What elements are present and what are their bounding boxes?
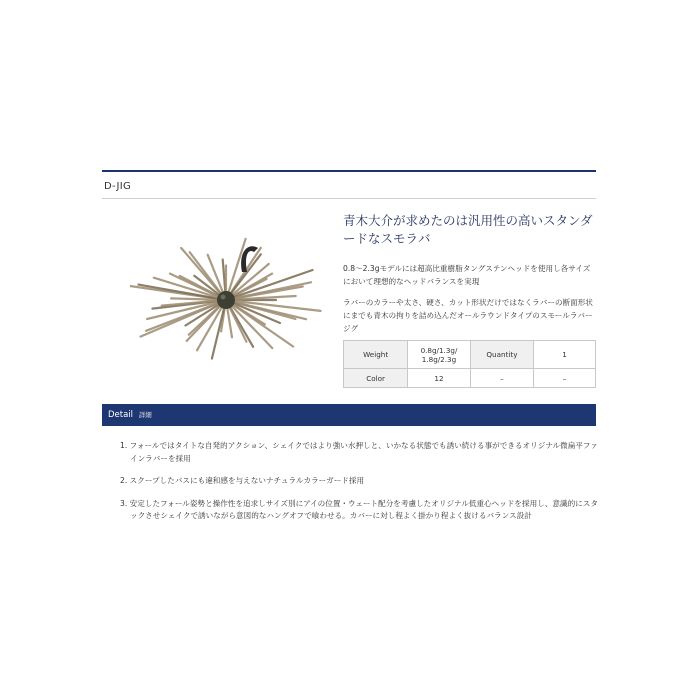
empty-cell-1: –	[470, 369, 533, 388]
jig-head-shine	[221, 295, 226, 300]
weight-value	[408, 341, 471, 369]
detail-title-jp: 詳細	[138, 411, 152, 419]
detail-section-header	[102, 404, 596, 426]
detail-title: Detail	[108, 410, 134, 420]
description-paragraph-1: 0.8〜2.3gモデルには超高比重樹脂タングステンヘッドを使用し各サイズにおいて理想的なヘッドバランスを実現	[343, 264, 591, 286]
product-headline: 青木大介が求めたのは汎用性の高いスタンダードなスモラバ	[343, 213, 593, 246]
top-divider	[102, 170, 596, 172]
weight-value-line-2: 1.8g/2.3g	[421, 354, 457, 364]
detail-list	[120, 440, 598, 533]
detail-item-3: 3. 安定したフォール姿勢と操作性を追求しサイズ別にアイの位置・ウェート配分を考慮したオリジナル低重心ヘッドを採用し、意識的にスタックさせシェイクで誘いながら意図的なハングオフで喰わせる。カバーに対し程よく掛かり程よく抜けるバランス設計	[120, 498, 598, 520]
color-value: 12	[408, 369, 471, 388]
quantity-value: 1	[534, 341, 596, 369]
weight-label: Weight	[344, 341, 408, 369]
detail-item-1: 1. フォールではタイトな自発的アクション、シェイクではより強い水押しと、いかなる状態でも誘い続ける事ができるオリジナル微扁平ファインラバーを採用	[120, 441, 598, 463]
sub-divider	[102, 198, 596, 199]
product-code: D-JIG	[104, 181, 132, 192]
rubber-jig-image	[130, 212, 330, 372]
spec-row-weight	[344, 341, 596, 369]
jig-head	[217, 291, 235, 309]
spec-row-color	[344, 369, 596, 388]
detail-item-2: 2. スクープしたバスにも違和感を与えないナチュラルカラーガード採用	[120, 476, 365, 485]
spec-table	[343, 340, 596, 388]
description-paragraph-2: ラバーのカラーや太さ、硬さ、カット形状だけではなくラバーの断面形状にまでも青木の拘りを詰め込んだオールラウンドタイプのスモールラバージグ	[343, 298, 593, 333]
weight-value-line-1: 0.8g/1.3g/	[420, 345, 458, 355]
color-label: Color	[344, 369, 408, 388]
empty-cell-2: –	[534, 369, 596, 388]
quantity-label: Quantity	[470, 341, 533, 369]
